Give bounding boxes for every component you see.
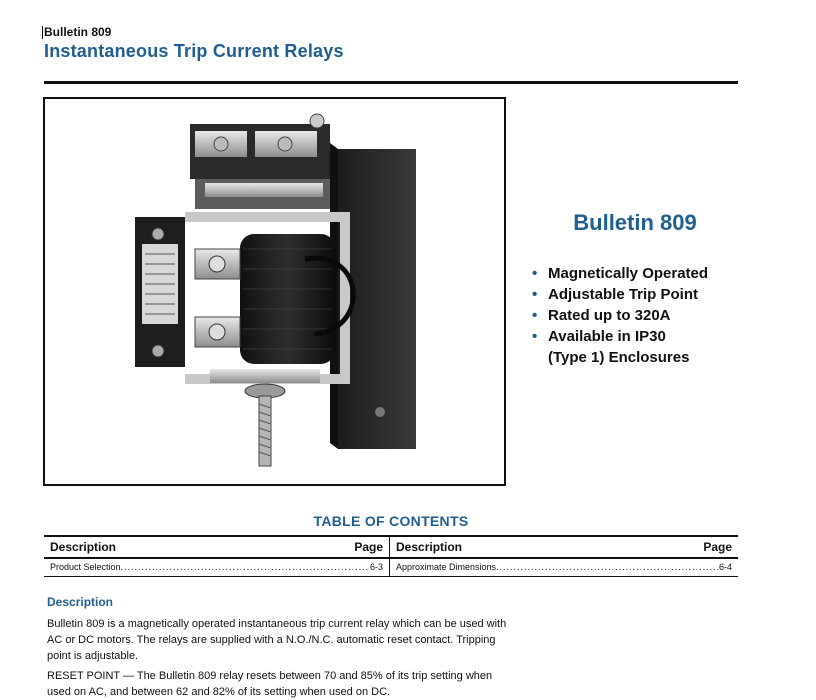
toc-entry-label: Product Selection <box>50 562 121 572</box>
toc-col-page: Page <box>703 540 732 554</box>
toc-leader-dots <box>496 559 719 576</box>
terminal-screw <box>214 137 228 151</box>
terminal-screw <box>310 114 324 128</box>
toc-col-page: Page <box>354 540 383 554</box>
page-title: Instantaneous Trip Current Relays <box>44 41 344 61</box>
feature-list <box>532 263 708 368</box>
toc-entry-product-selection[interactable] <box>44 559 390 576</box>
toc-header-left <box>44 537 390 557</box>
bulletin-kicker-text: Bulletin 809 <box>44 25 112 39</box>
toc-header-right <box>390 537 738 557</box>
feature-item <box>532 326 708 347</box>
description-heading: Description <box>47 595 114 609</box>
feature-text: Magnetically Operated <box>548 265 709 282</box>
relay-product-image <box>45 99 504 484</box>
bullet-icon: • <box>532 307 538 324</box>
toc-title: TABLE OF CONTENTS <box>313 513 469 529</box>
product-photo-frame <box>43 97 506 486</box>
feature-item <box>532 284 708 305</box>
bulletin-kicker <box>44 25 111 39</box>
feature-item <box>532 263 708 284</box>
coil-terminal-screw <box>209 324 225 340</box>
terminal-screw <box>278 137 292 151</box>
feature-item-continuation <box>532 347 708 368</box>
header-rule <box>44 81 738 84</box>
toc-entry-label: Approximate Dimensions <box>396 562 497 572</box>
bullet-icon: • <box>532 328 538 345</box>
hero-title: Bulletin 809 <box>573 210 697 235</box>
bullet-icon: • <box>532 286 538 303</box>
toc-col-description: Description <box>50 540 117 554</box>
toc-leader-dots <box>121 559 370 576</box>
coil <box>240 234 335 364</box>
mounting-hole <box>375 407 385 417</box>
feature-text: Adjustable Trip Point <box>548 286 699 303</box>
bullet-icon: • <box>532 265 538 282</box>
toc-col-description: Description <box>396 540 463 554</box>
coil-terminal-screw <box>209 256 225 272</box>
toc-row <box>44 559 738 576</box>
feature-text: Available in IP30 <box>548 328 666 345</box>
toc-header-row <box>44 537 738 559</box>
feature-text: Rated up to 320A <box>548 307 671 324</box>
feature-text: (Type 1) Enclosures <box>548 349 690 366</box>
description-paragraph: Bulletin 809 is a magnetically operated instantaneous trip current relay which can be used with AC or DC motors. The relays are supplied with a N.O./N.C. automatic reset contact. Tripping point is adjustable. <box>47 618 507 662</box>
reset-point-paragraph: RESET POINT — The Bulletin 809 relay resets between 70 and 85% of its trip setting when used on AC, and between 62 and 82% of its setting when used on DC. <box>47 670 493 698</box>
table-of-contents <box>44 535 738 577</box>
toc-entry-page: 6-3 <box>369 562 383 572</box>
toc-entry-approximate-dimensions[interactable] <box>390 559 738 576</box>
text-cursor-mark <box>42 26 43 39</box>
feature-item <box>532 305 708 326</box>
toc-entry-page: 6-4 <box>718 562 732 572</box>
